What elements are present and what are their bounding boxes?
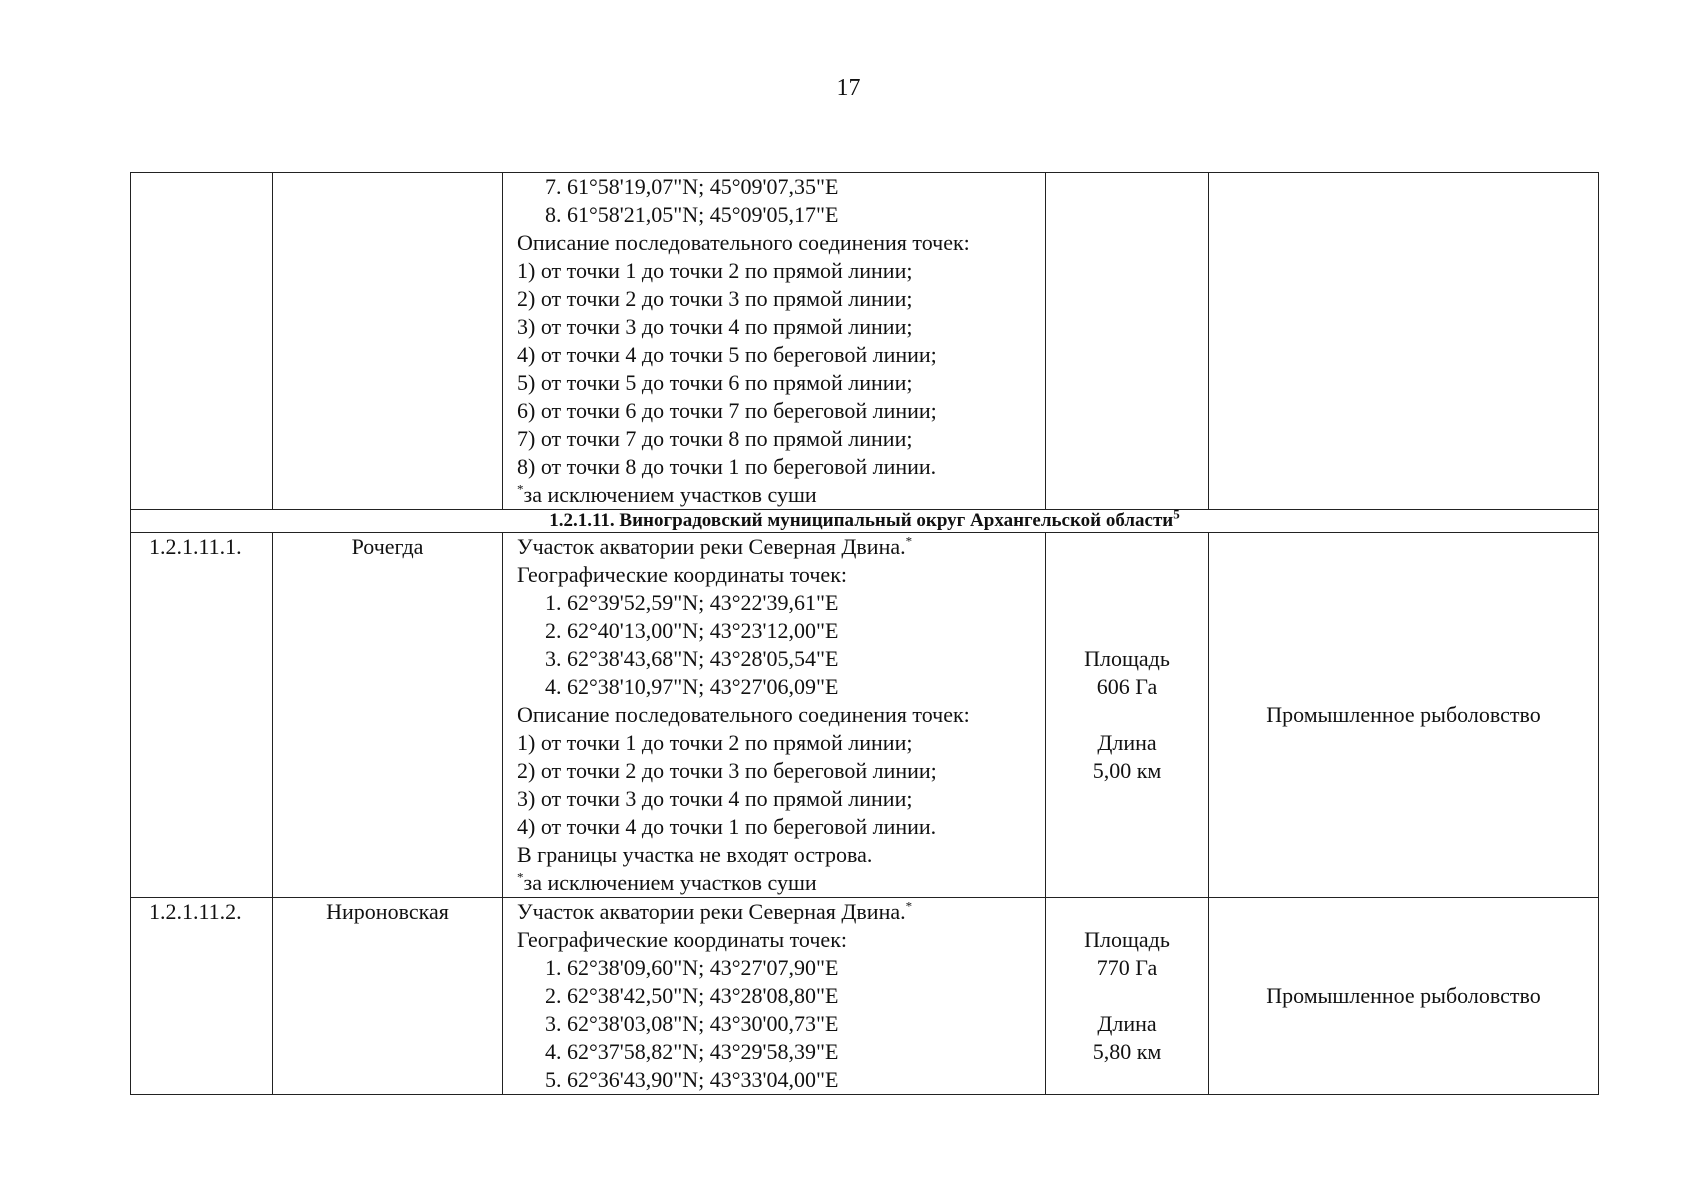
footnote-text: за исключением участков суши — [523, 482, 817, 507]
islands-note: В границы участка не входят острова. — [517, 842, 873, 867]
name-cell-empty — [273, 173, 503, 510]
footnote-star: * — [517, 869, 524, 885]
section-title: 1.2.1.11. Виноградовский муниципальный округ Архангельской области — [549, 510, 1174, 531]
area-value: 770 Га — [1096, 955, 1158, 980]
description-cell — [503, 533, 1046, 898]
description-title: Участок акватории реки Северная Двина.* — [517, 898, 913, 924]
area-value: 606 Га — [1096, 674, 1158, 699]
coordinate-point: 3. 62°38'43,68"N; 43°28'05,54"E — [545, 646, 839, 671]
area-label: Площадь — [1084, 927, 1170, 952]
coordinate-point: 7. 61°58'19,07"N; 45°09'07,35"E — [545, 174, 839, 199]
length-label: Длина — [1097, 730, 1157, 755]
length-value: 5,80 км — [1092, 1039, 1162, 1064]
connection-line: 2) от точки 2 до точки 3 по прямой линии; — [517, 286, 913, 311]
length-value: 5,00 км — [1092, 758, 1162, 783]
connection-line: 7) от точки 7 до точки 8 по прямой линии; — [517, 426, 913, 451]
connection-line: 6) от точки 6 до точки 7 по береговой линии; — [517, 398, 937, 423]
coordinate-point: 5. 62°36'43,90"N; 43°33'04,00"E — [545, 1067, 839, 1092]
footnote — [517, 869, 1045, 897]
footnote-star: * — [517, 481, 524, 497]
page-number: 17 — [836, 75, 861, 101]
purpose-text: Промышленное рыболовство — [1266, 983, 1541, 1008]
area-name: Рочегда — [273, 533, 503, 898]
area-label: Площадь — [1084, 646, 1170, 671]
footnote-star: * — [905, 898, 913, 914]
purpose-cell-empty — [1209, 173, 1599, 510]
area-metrics-cell — [1046, 898, 1209, 1095]
connection-line: 2) от точки 2 до точки 3 по береговой линии; — [517, 758, 937, 783]
description-cell — [503, 173, 1046, 510]
coordinate-point: 3. 62°38'03,08"N; 43°30'00,73"E — [545, 1011, 839, 1036]
area-name: Нироновская — [273, 898, 503, 1095]
coordinate-point: 2. 62°38'42,50"N; 43°28'08,80"E — [545, 983, 839, 1008]
coordinates-header: Географические координаты точек: — [517, 562, 847, 587]
connection-line: 4) от точки 4 до точки 5 по береговой линии; — [517, 342, 937, 367]
purpose-text: Промышленное рыболовство — [1266, 702, 1541, 727]
section-heading-row — [131, 510, 1599, 533]
connection-line: 1) от точки 1 до точки 2 по прямой линии; — [517, 258, 913, 283]
coordinate-point: 1. 62°38'09,60"N; 43°27'07,90"E — [545, 955, 839, 980]
connection-description-header: Описание последовательного соединения точек: — [517, 230, 970, 255]
purpose-cell — [1209, 533, 1599, 898]
section-heading — [131, 506, 1599, 533]
coordinate-point: 8. 61°58'21,05"N; 45°09'05,17"E — [545, 202, 839, 227]
continuation-row — [131, 173, 1599, 510]
area-row — [131, 533, 1599, 898]
purpose-cell — [1209, 898, 1599, 1095]
fishing-areas-table — [130, 172, 1599, 1095]
code-cell-empty — [131, 173, 273, 510]
connection-line: 3) от точки 3 до точки 4 по прямой линии; — [517, 314, 913, 339]
coordinates-header: Географические координаты точек: — [517, 927, 847, 952]
coordinate-point: 2. 62°40'13,00"N; 43°23'12,00"E — [545, 618, 839, 643]
description-cell — [503, 898, 1046, 1095]
footnote-star: * — [905, 533, 913, 549]
connection-description-header: Описание последовательного соединения точек: — [517, 702, 970, 727]
area-metrics-cell — [1046, 533, 1209, 898]
section-footnote-ref: 5 — [1173, 506, 1180, 522]
area-code: 1.2.1.11.2. — [131, 898, 273, 1095]
coordinate-point: 4. 62°37'58,82"N; 43°29'58,39"E — [545, 1039, 839, 1064]
footnote — [517, 481, 1045, 509]
coordinate-point: 1. 62°39'52,59"N; 43°22'39,61"E — [545, 590, 839, 615]
connection-line: 8) от точки 8 до точки 1 по береговой линии. — [517, 454, 937, 479]
area-row — [131, 898, 1599, 1095]
connection-line: 4) от точки 4 до точки 1 по береговой линии. — [517, 814, 937, 839]
connection-line: 5) от точки 5 до точки 6 по прямой линии; — [517, 370, 913, 395]
coordinate-point: 4. 62°38'10,97"N; 43°27'06,09"E — [545, 674, 839, 699]
connection-line: 3) от точки 3 до точки 4 по прямой линии; — [517, 786, 913, 811]
area-code: 1.2.1.11.1. — [131, 533, 273, 898]
area-cell-empty — [1046, 173, 1209, 510]
footnote-text: за исключением участков суши — [523, 870, 817, 895]
description-title: Участок акватории реки Северная Двина.* — [517, 533, 913, 559]
length-label: Длина — [1097, 1011, 1157, 1036]
connection-line: 1) от точки 1 до точки 2 по прямой линии; — [517, 730, 913, 755]
